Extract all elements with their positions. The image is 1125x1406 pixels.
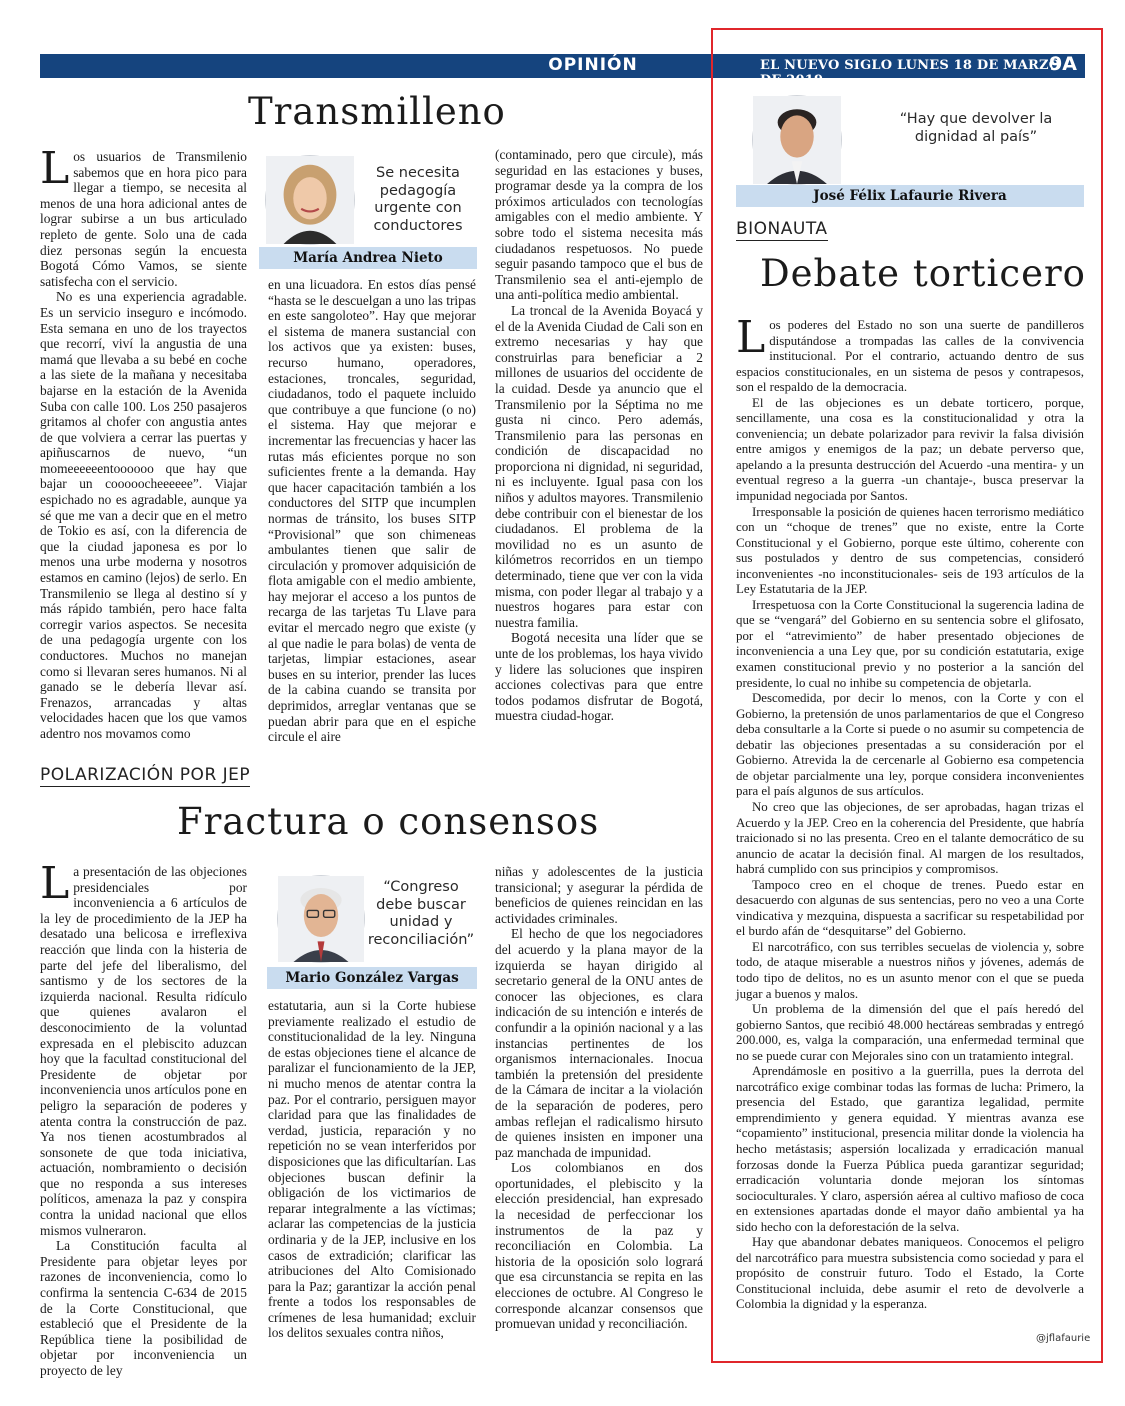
paragraph: El narcotráfico, con sus terribles secuelas de violencia y, sobre todo, de ataque miserable a nuestros niños y jóvenes, además de todo tipo de delitos, no es un asunto menor con el que se pueda jugar a buenos y malos. xyxy=(736,939,1084,1001)
columnist-box xyxy=(258,148,478,272)
paragraph: en una licuadora. En estos días pensé “hasta se le descuelgan a uno las tripas en este sangoloteo”. Hay que mejorar el sistema de manera sustancial con los activos que ya existen: buses, recurso humano, operadores, estaciones, troncales, seguridad, ciudadanos, todo el paquete incluido que contribuye a que funcione (o no) el sistema. Hay que mejorar e incrementar las frecuencias y hacer las rutas más eficientes porque no son suficientes frente a la demanda. Hay que hacer capacitación también a los conductores del SITP que incumplen normas de tránsito, los buses SITP “Provisional” que son chimeneas ambulantes tienen que salir de circulación y promover adquisición de flota amigable con el medio ambiente, hay mejorar el acceso a los puntos de recarga de las tarjetas Tu Llave para evitar el mercado negro que existe (y al que nadie le para bolas) de venta de tarjetas, limpiar estaciones, asear buses en su interior, prender las luces de la cabina cuando se transita por deprimidos, arreglar ventanas que se puedan abrir para que en el espiche circule el aire xyxy=(268,277,476,745)
paragraph: niñas y adolescentes de la justicia transicional; y asegurar la pérdida de beneficios de quienes reincidan en las actividades criminales. xyxy=(495,864,703,926)
paragraph: Bogotá necesita una líder que se unte de los problemas, los haya vivido y lidere las soluciones que inspiren acciones colectivas para que entre todos podamos disfrutar de Bogotá, muestra ciudad-hogar. xyxy=(495,630,703,724)
paragraph: estatutaria, aun si la Corte hubiese previamente realizado el estudio de constitucionalidad de la ley. Ninguna de estas objeciones tiene el alcance de paralizar el funcionamiento de la JEP, ni mucho menos de atentar contra la paz. Por el contrario, persiguen mayor claridad para que las finalidades de verdad, justicia, reparación y no repetición no se vean interferidos por disposiciones que las dificultarían. Las objeciones buscan definir la obligación de los victimarios de reparar integralmente a las víctimas; aclarar las competencias de la justicia ordinaria y de la JEP, inclusive en los casos de extradición; clarificar las atribuciones del Alto Comisionado para la Paz; garantizar la acción penal frente a todos los responsables de crímenes de lesa humanidad; excluir los delitos sexuales contra niños, xyxy=(268,998,476,1341)
article-column xyxy=(268,277,476,747)
pull-quote: Se necesita pedagogía urgente con conductores xyxy=(373,165,463,234)
article-kicker: BIONAUTA xyxy=(736,219,828,239)
article-kicker: POLARIZACIÓN POR JEP xyxy=(40,765,251,785)
paragraph: Descomedida, por decir lo menos, con la Corte y con el Gobierno, la pretensión de unos parlamentarios de que el Congreso deba consultarle a la Corte si puede o no asumir su competencia de debatir las objeciones presentadas a su consideración por el Gobierno. Atrevida la de cercenarle al Gobierno esa competencia de objetar parcialmente una ley, porque considera inconvenientes para el país algunos de sus artículos. xyxy=(736,691,1084,799)
paragraph: El hecho de que los negociadores del acuerdo y la plana mayor de la izquierda se hayan dirigido al secretario general de la ONU antes de conocer las objeciones, es clara indicación de su intención e interés de confundir a la opinión nacional y a las instancias pertinentes de los organismos internacionales. Inocua también la pretensión del presidente de la Cámara de incitar a la violación de la separación de poderes, pero ambas reflejan el radicalismo hirsuto de quienes insisten en imponer una paz manchada de impunidad. xyxy=(495,926,703,1160)
paragraph: Hay que abandonar debates maniqueos. Conocemos el peligro del narcotráfico para muestra subsistencia como sociedad y para el propósito de construir futuro. Todo el Estado, la Corte Constitucional incluida, debe asumir el reto de devolverle a Colombia la dignidad y la esperanza. xyxy=(736,1235,1084,1312)
columnist-box xyxy=(266,866,478,990)
paragraph: La troncal de la Avenida Boyacá y el de la Avenida Ciudad de Cali son en extremo necesarias y hay que construirlas para beneficiar a 2 millones de usuarios del occidente de la cuidad. Desde ya anuncio que el Transmilenio por la Séptima no me gusta ni cinco. Pero además, Transmilenio para las personas en condición de discapacidad no proporciona ni dignidad, ni seguridad, ni es incluyente. Igual pasa con los niños y adultos mayores. Transmilenio debe contribuir con el bienestar de los ciudadanos. El problema de la movilidad no es un asunto de kilómetros recorridos en un tiempo determinado, tiene que ver con la vida misma, con poder llegar al trabajo y a nuestros hogares para estar con nuestra familia. xyxy=(495,302,703,630)
columnist-name: José Félix Lafaurie Rivera xyxy=(736,185,1084,207)
paragraph xyxy=(40,143,247,289)
paragraph-text: a presentación de las objeciones presidenciales por inconveniencia a 6 artículos de la ley de procedimiento de la JEP ha desatado una belicosa e irreflexiva reacción que linda con la histeria de parte del jefe del liberalismo, del santismo y de los sectores de la izquierda nacional. Resulta ridículo que quienes avalaron el desconocimiento de la voluntad expresada en el plebiscito aduzcan hoy que la facultad constitucional del Presidente de objetar por inconveniencia unos artículos pone en peligro la separación de poderes y atenta contra la construcción de paz. Ya nos tienen acostumbrados al sonsonete de que toda iniciativa, actuación, nombramiento o decisión que no responda a sus intereses políticos, amenaza la paz y conspira contra la unidad nacional que ellos mismos vulneraron. xyxy=(40,864,247,1238)
masthead-date: EL NUEVO SIGLO LUNES 18 DE MARZO DE 2019 xyxy=(760,58,1061,88)
article-column xyxy=(40,143,247,741)
page-number: 9A xyxy=(1049,53,1077,75)
paragraph: No es una experiencia agradable. Es un servicio inseguro e incómodo. Esta semana en uno de los trayectos que recorrí, viví la angustia de una mamá que llevaba a su bebé en coche a las siete de la mañana y necesitaba bajarse en la estación de la Avenida Suba con calle 100. Los 250 pasajeros gritamos al chofer con angustia antes de que volviera a cerrar las puertas y apiñuscarnos de nuevo, “un momeeeeeentoooooo que hay que bajar un cooooocheeeeee”. Viajar espichado no es agradable, aunque ya sé que me van a decir que en el metro de Tokio es así, con la diferencia de que la ciudad japonesa es por lo menos una urbe moderna y nosotros estamos en camino (lejos) de serlo. En Transmilenio se llega al destino sí y más rápido también, pero hace falta corregir varios aspectos. Se necesita de una pedagogía urgente con los conductores. Muchos no manejan como si llevaran seres humanos. Ni al ganado se le debería llevar así. Frenazos, arrancadas y altas velocidades hacen que los que vamos adentro nos movamos como xyxy=(40,289,247,741)
paragraph: Tampoco creo en el choque de trenes. Puedo estar en desacuerdo con algunas de sus sentencias, pero no veo a una Corte vindicativa y mezquina, dispuesta a sacrificar su respetabilidad por el burdo afán de “desquitarse” del Gobierno. xyxy=(736,877,1084,939)
paragraph: Irrespetuosa con la Corte Constitucional la sugerencia ladina de que se “vengará” del Gobierno en su sentencia sobre el glifosato, por el “atrevimiento” de haber presentado objeciones de inconveniencia a una Ley que, por su condición estatutaria, exige examen constitucional previo y no posterior a la sanción del presidente, lo cual no inhibe su competencia de objetarla. xyxy=(736,597,1084,690)
paragraph-text: os poderes del Estado no son una suerte de pandilleros disputándose a trompadas las calles de la convivencia institucional. Por el contrario, actuando dentro de sus espacios constitucionales, en un sistema de pesos y contrapesos, son el respaldo de la democracia. xyxy=(736,318,1084,395)
columnist-name: María Andrea Nieto xyxy=(259,247,477,269)
paragraph: Irresponsable la posición de quienes hacen terrorismo mediático con un “choque de trenes” que no existe, entre la Corte Constitucional y el Gobierno, porque este último, coherente con sus postulados y dentro de sus competencias, consideró inconvenientes -no inconstitucionales- seis de 193 artículos de la Ley Estatutaria de la JEP. xyxy=(736,504,1084,597)
paragraph: El de las objeciones es un debate torticero, porque, sencillamente, una cosa es la constitucionalidad y otra la conveniencia; un debate polarizador para revivir la falsa división entre amigos y enemigos de la paz; un debate perverso que, apelando a la presunta destrucción del Acuerdo -una mentira- y un eventual regreso a la guerra -un chantaje-, busca preservar la impunidad negociada por Santos. xyxy=(736,395,1084,504)
man-portrait-icon xyxy=(752,95,842,185)
article-column xyxy=(268,998,476,1358)
article-title-transmilleno: Transmilleno xyxy=(248,90,506,133)
paragraph xyxy=(736,312,1084,396)
drop-cap: L xyxy=(736,312,766,363)
pull-quote: “Hay que devolver la dignidad al país” xyxy=(899,111,1053,145)
article-title-fractura: Fractura o consensos xyxy=(177,800,600,843)
columnist-name: Mario González Vargas xyxy=(267,967,477,989)
woman-portrait-icon xyxy=(265,155,355,245)
article-column xyxy=(495,864,703,1358)
paragraph: (contaminado, pero que circule), más seguridad en las estaciones y buses, programar desde ya la compra de los próximos articulados con tecnologías amigables con el medio ambiente. Y sobre todo el sistema necesita más ciudadanos respetuosos. No puede seguir pasando tampoco que el bus de Transmilenio sea el anti-ejemplo de una anti-política medio ambiental. xyxy=(495,147,703,303)
paragraph: La Constitución faculta al Presidente para objetar leyes por razones de inconveniencia, como lo confirma la sentencia C-634 de 2015 de la Corte Constitucional, que estableció que el Presidente de la República tiene la posibilidad de objetar por inconveniencia un proyecto de ley xyxy=(40,1238,247,1378)
author-handle: @jflafaurie xyxy=(1036,1333,1091,1344)
columnist-box xyxy=(735,94,1085,212)
paragraph xyxy=(40,858,247,1238)
man-portrait-icon xyxy=(277,875,365,963)
drop-cap: L xyxy=(40,858,70,909)
drop-cap: L xyxy=(40,143,70,194)
paragraph: Los colombianos en dos oportunidades, el plebiscito y la elección presidencial, han expresado la necesidad de perfeccionar los instrumentos de la paz y reconciliación en Colombia. La historia de la oposición solo logrará que esa circunstancia se repita en las elecciones de octubre. Al Congreso le corresponde alcanzar consensos que promuevan unidad y reconciliación. xyxy=(495,1160,703,1332)
article-column xyxy=(736,312,1084,1328)
pull-quote: “Congreso debe buscar unidad y reconciliación” xyxy=(367,879,475,948)
article-column xyxy=(495,147,703,747)
article-column xyxy=(40,858,247,1378)
paragraph-text: os usuarios de Transmilenio sabemos que en hora pico para llegar a tiempo, se necesita al menos de una hora adicional antes de lograr subirse a un bus articulado repleto de gente. Solo una de cada diez personas según la encuesta Bogotá Cómo Vamos, se siente satisfecha con el servicio. xyxy=(40,149,247,289)
section-label: OPINIÓN xyxy=(548,55,638,75)
article-title-debate: Debate torticero xyxy=(760,252,1086,295)
paragraph: Aprendámosle en positivo a la guerrilla, pues la derrota del narcotráfico exige combinar todas las formas de lucha: Primero, la presencia del Estado, que garantiza legalidad, permite emprendimiento y genera equidad. Y mientras avanza ese “copamiento” institucional, presencia militar donde la violencia ha hecho metástasis; aspersión localizada y erradicación manual forzosas donde la Fuerza Pública pueda garantizar seguridad; erradicación voluntaria donde mejoran los síntomas socioculturales. Y claro, aspersión aérea al cultivo mafioso de coca en extensiones apartadas donde el mayor daño ambiental ya ha sido hecho con la deforestación de la selva. xyxy=(736,1064,1084,1234)
paragraph: Un problema de la dimensión del que el país heredó del gobierno Santos, que recibió 48.000 hectáreas sembradas y entregó 200.000, es, valga la comparación, una enfermedad terminal que no se puede curar con Mejorales sino con un tratamiento integral. xyxy=(736,1002,1084,1063)
paragraph: No creo que las objeciones, de ser aprobadas, hagan trizas el Acuerdo y la JEP. Creo en la coherencia del Presidente, que habría traicionado si no las presenta. Creo en el talante democrático de su anuncio de acatar la decisión final. Al margen de los resultados, habrá cumplido con sus principios y compromisos. xyxy=(736,799,1084,877)
